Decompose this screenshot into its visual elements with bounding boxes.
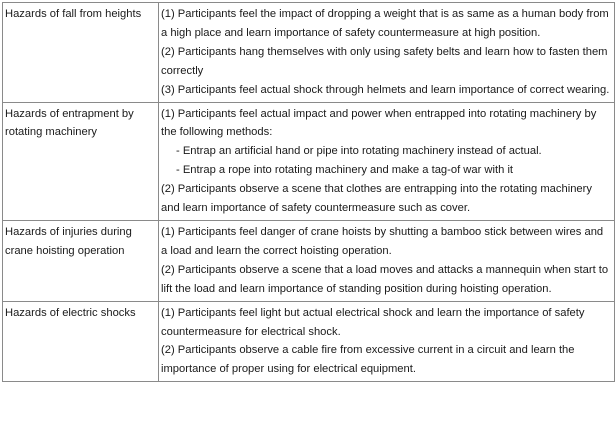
hazards-table xyxy=(2,2,615,382)
description-item: (2) Participants observe a cable fire from excessive current in a circuit and learn the importance of proper using for electrical equipment. xyxy=(161,344,575,376)
hazard-name-cell: Hazards of electric shocks xyxy=(3,301,159,382)
description-item: (3) Participants feel actual shock through helmets and learn importance of correct wearing. xyxy=(161,83,610,96)
table-row xyxy=(3,301,615,382)
description-item: (2) Participants observe a scene that clothes are entrapping into the rotating machinery and learn importance of safety countermeasure such as cover. xyxy=(161,183,592,215)
description-item: (1) Participants feel actual impact and power when entrapped into rotating machinery by the following methods: xyxy=(161,107,597,139)
description-item: (1) Participants feel danger of crane hoists by shutting a bamboo stick between wires and a load and learn the correct hoisting operation. xyxy=(161,225,604,257)
hazard-description-cell xyxy=(159,102,615,220)
table-row xyxy=(3,102,615,220)
table-row xyxy=(3,220,615,301)
hazard-description-cell xyxy=(159,301,615,382)
description-item: (1) Participants feel the impact of dropping a weight that is as same as a human body from a high place and learn importance of safety countermeasure at high position. xyxy=(161,8,609,39)
description-item: (2) Participants observe a scene that a load moves and attacks a mannequin when start to lift the load and learn importance of standing position during hoisting operation. xyxy=(161,263,609,295)
description-item: (2) Participants hang themselves with only using safety belts and learn how to fasten them correctly xyxy=(161,45,608,77)
hazard-name-cell: Hazards of entrapment by rotating machinery xyxy=(3,102,159,220)
hazard-name-cell: Hazards of fall from heights xyxy=(3,3,159,103)
hazard-description-cell xyxy=(159,220,615,301)
table-row xyxy=(3,3,615,103)
method-item: - Entrap an artificial hand or pipe into rotating machinery instead of actual. xyxy=(176,145,542,158)
hazards-table-body xyxy=(3,3,615,382)
description-item: (1) Participants feel light but actual electrical shock and learn the importance of safety countermeasure for electrical shock. xyxy=(161,306,585,338)
method-item: - Entrap a rope into rotating machinery and make a tag-of war with it xyxy=(176,164,514,177)
hazard-description-cell xyxy=(159,3,615,103)
hazard-name-cell: Hazards of injuries during crane hoisting operation xyxy=(3,220,159,301)
